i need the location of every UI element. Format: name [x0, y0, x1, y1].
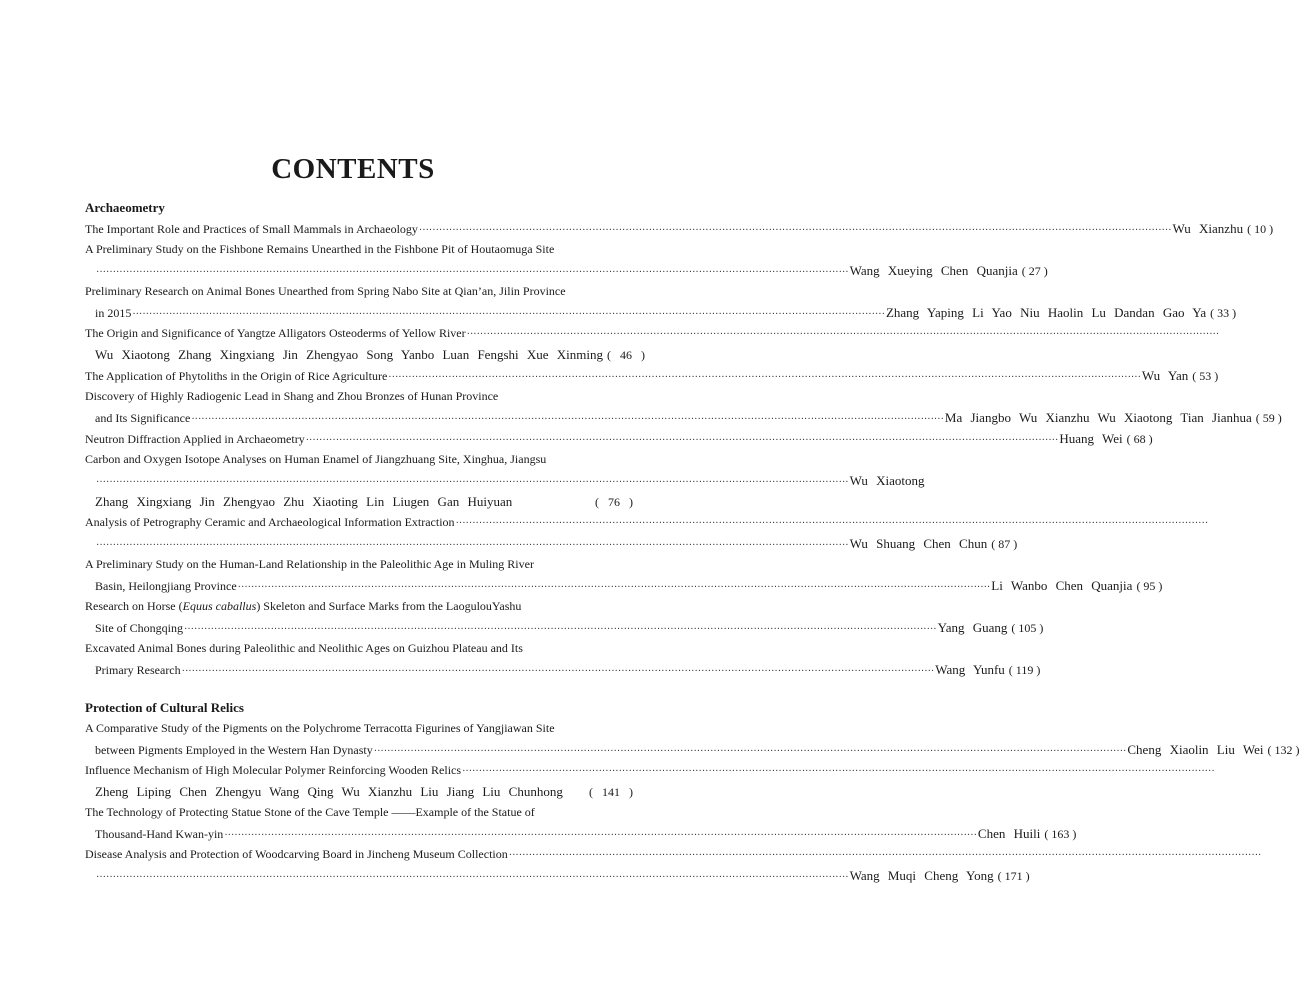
toc-entry[interactable] [85, 802, 1077, 844]
entry-authors: Wu Yan [1141, 368, 1189, 383]
entry-authors: Wu Xiaotong [849, 473, 925, 488]
entry-page: ( 95 ) [1136, 579, 1163, 593]
entry-authors: Wu Shuang Chen Chun [849, 536, 988, 551]
leader-dots [238, 576, 991, 598]
entry-title: Preliminary Research on Animal Bones Unearthed from Spring Nabo Site at Qian’an, Jilin Province [85, 284, 566, 298]
entry-authors: Chen Huili [977, 826, 1041, 841]
entry-authors: Huang Wei [1059, 431, 1123, 446]
entry-authors: Wu Xiaotong Zhang Xingxiang Jin Zhengyao Song Yanbo Luan Fengshi Xue Xinming [95, 347, 603, 362]
entry-page: ( 105 ) [1011, 621, 1044, 635]
entry-title: Analysis of Petrography Ceramic and Archaeological Information Extraction [85, 515, 455, 529]
entry-title: Excavated Animal Bones during Paleolithic and Neolithic Ages on Guizhou Plateau and Its [85, 641, 523, 655]
leader-dots [509, 844, 1262, 866]
entry-page: ( 171 ) [997, 869, 1030, 883]
leader-dots [388, 366, 1141, 388]
toc-entry[interactable] [85, 760, 633, 802]
leader-dots [456, 512, 1209, 534]
leader-dots [374, 740, 1127, 762]
entry-title: The Origin and Significance of Yangtze Alligators Osteoderms of Yellow River [85, 326, 466, 340]
section-protection [85, 698, 1300, 886]
leader-dots [96, 471, 849, 493]
toc-entry[interactable] [85, 218, 1274, 239]
entry-authors: Ma Jiangbo Wu Xianzhu Wu Xiaotong Tian Jianhua [944, 410, 1252, 425]
toc-entry[interactable] [85, 239, 1048, 281]
entry-authors: Li Wanbo Chen Quanjia [991, 578, 1133, 593]
entry-title-cont: and Its Significance [95, 411, 191, 425]
entry-title: Discovery of Highly Radiogenic Lead in Shang and Zhou Bronzes of Hunan Province [85, 389, 499, 403]
section-title: Archaeometry [85, 200, 165, 215]
toc-entry[interactable] [85, 638, 1041, 680]
entry-authors: Zheng Liping Chen Zhengyu Wang Qing Wu Xianzhu Liu Jiang Liu Chunhong [95, 784, 563, 799]
entry-title: Neutron Diffraction Applied in Archaeometry [85, 432, 305, 446]
section-title: Protection of Cultural Relics [85, 700, 244, 715]
entry-title: Disease Analysis and Protection of Woodcarving Board in Jincheng Museum Collection [85, 847, 508, 861]
entry-title-post: ) Skeleton and Surface Marks from the LaogulouYashu [256, 599, 522, 613]
entry-title: A Comparative Study of the Pigments on the Polychrome Terracotta Figurines of Yangjiawan Site [85, 721, 555, 735]
entry-authors: Wang Muqi Cheng Yong [849, 868, 994, 883]
entry-title: The Technology of Protecting Statue Stone of the Cave Temple ——Example of the Statue of [85, 805, 535, 819]
leader-dots [132, 303, 885, 325]
entry-page: ( 46 ) [607, 348, 645, 362]
toc-entry[interactable] [85, 449, 925, 512]
page-title: CONTENTS [271, 153, 435, 185]
entry-title: Carbon and Oxygen Isotope Analyses on Human Enamel of Jiangzhuang Site, Xinghua, Jiangsu [85, 452, 547, 466]
entry-title: A Preliminary Study on the Fishbone Remains Unearthed in the Fishbone Pit of Houtaomuga Site [85, 242, 555, 256]
entry-page: ( 10 ) [1247, 222, 1274, 236]
entry-title-species: Equus caballus [182, 599, 257, 613]
leader-dots [467, 323, 1220, 345]
entry-title [85, 596, 633, 617]
section-archaeometry [85, 198, 1282, 680]
toc-entry[interactable] [85, 428, 1153, 449]
leader-dots [419, 219, 1172, 241]
toc-entry[interactable] [85, 281, 1237, 323]
entry-page: ( 141 ) [589, 785, 633, 799]
entry-page: ( 87 ) [991, 537, 1018, 551]
toc-entry[interactable] [85, 323, 645, 365]
leader-dots [96, 534, 849, 556]
toc-entry[interactable] [85, 596, 1044, 638]
entry-authors: Zhang Xingxiang Jin Zhengyao Zhu Xiaoting Lin Liugen Gan Huiyuan [95, 494, 513, 509]
leader-dots [306, 429, 1059, 451]
entry-title-cont: Thousand-Hand Kwan-yin [95, 827, 224, 841]
entry-title: A Preliminary Study on the Human-Land Relationship in the Paleolithic Age in Muling River [85, 557, 534, 571]
leader-dots [184, 618, 937, 640]
entry-title: The Application of Phytoliths in the Origin of Rice Agriculture [85, 369, 388, 383]
entry-authors: Wu Xianzhu [1172, 221, 1244, 236]
leader-dots [462, 760, 1215, 782]
toc-entry[interactable] [85, 718, 1300, 760]
entry-page: ( 33 ) [1210, 306, 1237, 320]
entry-authors: Wang Xueying Chen Quanjia [849, 263, 1018, 278]
entry-title-cont: Basin, Heilongjiang Province [95, 579, 237, 593]
entry-page: ( 27 ) [1021, 264, 1048, 278]
leader-dots [224, 824, 977, 846]
entry-title: Influence Mechanism of High Molecular Polymer Reinforcing Wooden Relics [85, 763, 462, 777]
entry-page: ( 68 ) [1126, 432, 1153, 446]
entry-title-cont: between Pigments Employed in the Western Han Dynasty [95, 743, 373, 757]
entry-title-cont: Site of Chongqing [95, 621, 184, 635]
entry-page: ( 163 ) [1044, 827, 1077, 841]
entry-page: ( 119 ) [1008, 663, 1041, 677]
leader-dots [96, 261, 849, 283]
entry-authors: Yang Guang [937, 620, 1008, 635]
toc-entry[interactable] [85, 554, 1163, 596]
entry-title-cont: in 2015 [95, 306, 132, 320]
toc-entry[interactable] [85, 365, 1219, 386]
entry-authors: Zhang Yaping Li Yao Niu Haolin Lu Dandan Gao Ya [885, 305, 1207, 320]
leader-dots [191, 408, 944, 430]
entry-authors: Wang Yunfu [935, 662, 1005, 677]
entry-title-pre: Research on Horse ( [85, 599, 183, 613]
entry-title: The Important Role and Practices of Small Mammals in Archaeology [85, 222, 418, 236]
entry-page: ( 59 ) [1255, 411, 1282, 425]
entry-page: ( 132 ) [1267, 743, 1300, 757]
entry-page: ( 53 ) [1192, 369, 1219, 383]
leader-dots [96, 866, 849, 888]
toc-entry[interactable] [85, 512, 1018, 554]
toc-entry[interactable] [85, 386, 1282, 428]
leader-dots [182, 660, 935, 682]
entry-title-cont: Primary Research [95, 663, 181, 677]
entry-authors: Cheng Xiaolin Liu Wei [1127, 742, 1264, 757]
toc-entry[interactable] [85, 844, 1030, 886]
contents-list [85, 198, 1300, 886]
entry-page: ( 76 ) [595, 495, 633, 509]
